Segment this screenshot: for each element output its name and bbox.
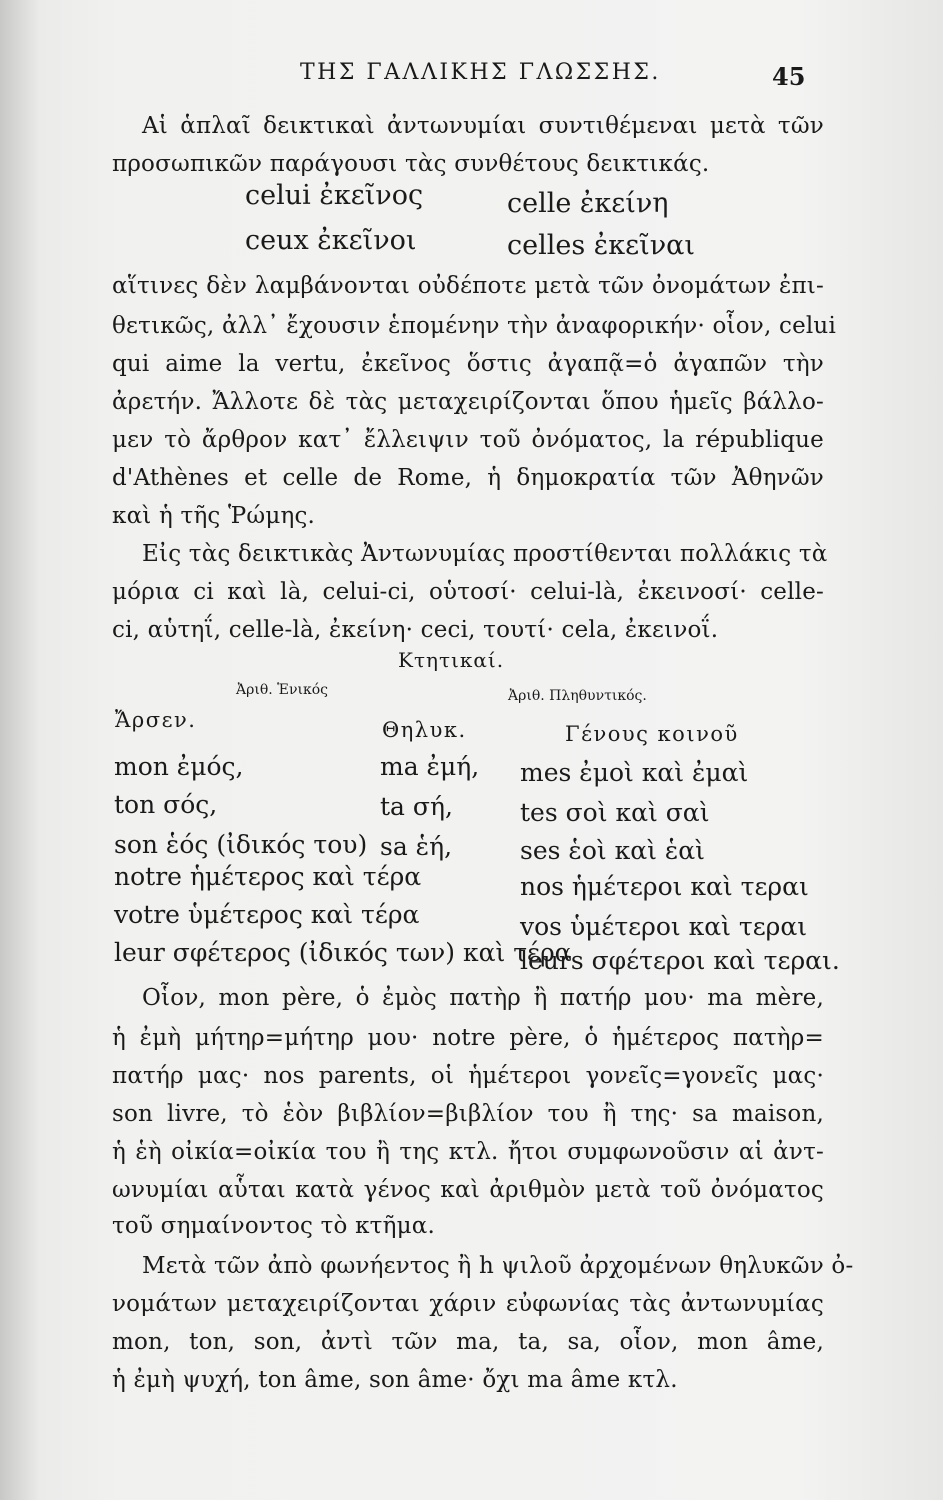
row-4-plural: nos ἡμέτεροι καὶ τεραι	[520, 872, 809, 901]
row-6-plural: leurs σφέτεροι καὶ τεραι.	[520, 946, 840, 975]
row-6-masc: leur σφέτερος (ἰδικός των) καὶ τέρα	[114, 938, 572, 967]
column-masculine: Ἄρσεν.	[115, 708, 197, 732]
row-2-plural: tes σοὶ καὶ σαὶ	[520, 798, 710, 827]
para5-line-3: mon, ton, son, ἀντὶ τῶν ma, ta, sa, οἷον, mon âme,	[112, 1329, 824, 1355]
row-1-fem: ma ἐμή,	[380, 752, 480, 781]
row-3-plural: ses ἑοὶ καὶ ἑαὶ	[520, 836, 705, 865]
para4-line-5: ἡ ἑὴ οἰκία=οἰκία του ἢ της κτλ. ἤτοι συμφωνοῦσιν αἱ ἀντ-	[112, 1139, 824, 1165]
plural-label: Ἀριθ. Πληθυντικός.	[508, 688, 647, 704]
row-4-masc: notre ἡμέτερος καὶ τέρα	[114, 862, 422, 891]
demonstrative-celles: celles ἐκεῖναι	[507, 230, 695, 261]
demonstrative-ceux: ceux ἐκεῖνοι	[245, 225, 417, 256]
row-5-masc: votre ὑμέτερος καὶ τέρα	[114, 900, 420, 929]
para1-line-1: Αἱ ἁπλαῖ δεικτικαὶ ἀντωνυμίαι συντιθέμεναι μετὰ τῶν	[142, 113, 824, 139]
para4-line-7: τοῦ σημαίνοντος τὸ κτῆμα.	[112, 1213, 435, 1239]
para5-line-4: ἡ ἐμὴ ψυχή, ton âme, son âme· ὄχι ma âme κτλ.	[112, 1367, 678, 1393]
para2-line-6: d'Athènes et celle de Rome, ἡ δημοκρατία τῶν Ἀθηνῶν	[112, 465, 824, 491]
para2-line-7: καὶ ἡ τῆς Ῥώμης.	[112, 503, 316, 529]
singular-label: Ἀριθ. Ἑνικός	[236, 682, 328, 698]
para4-line-4: son livre, τὸ ἑὸν βιβλίον=βιβλίον του ἢ της· sa maison,	[112, 1101, 824, 1127]
para2-line-5: μεν τὸ ἄρθρον κατ᾽ ἔλλειψιν τοῦ ὀνόματος, la république	[112, 427, 824, 453]
demonstrative-celle: celle ἐκείνη	[507, 188, 669, 219]
column-feminine: Θηλυκ.	[382, 718, 467, 742]
row-5-plural: vos ὑμέτεροι καὶ τεραι	[520, 912, 808, 941]
para2-line-2: θετικῶς, ἀλλ᾽ ἔχουσιν ἑπομένην τὴν ἀναφορικήν· οἷον, celui	[112, 313, 837, 339]
para3-line-2: μόρια ci καὶ là, celui-ci, οὑτοσί· celui-là, ἐκεινοσί· celle-	[112, 579, 824, 605]
row-1-masc: mon ἐμός,	[114, 752, 244, 781]
column-common: Γένους κοινοῦ	[565, 722, 739, 746]
running-header: ΤΗΣ ΓΑΛΛΙΚΗΣ ΓΛΩΣΣΗΣ.	[300, 60, 661, 85]
row-2-fem: ta σή,	[380, 792, 453, 821]
para2-line-1: αἵτινες δὲν λαμβάνονται οὐδέποτε μετὰ τῶν ὀνομάτων ἐπι-	[112, 273, 824, 299]
para3-line-3: ci, αὑτηΐ, celle-là, ἐκείνη· ceci, τουτί· cela, ἐκεινοΐ.	[112, 617, 719, 643]
para2-line-4: ἀρετήν. Ἄλλοτε δὲ τὰς μεταχειρίζονται ὅπου ἡμεῖς βάλλο-	[112, 389, 824, 415]
demonstrative-celui: celui ἐκεῖνος	[245, 180, 424, 211]
para4-line-6: ωνυμίαι αὗται κατὰ γένος καὶ ἀριθμὸν μετὰ τοῦ ὀνόματος	[112, 1177, 824, 1203]
para5-line-2: νομάτων μεταχειρίζονται χάριν εὐφωνίας τὰς ἀντωνυμίας	[112, 1291, 824, 1317]
para1-line-2: προσωπικῶν παράγουσι τὰς συνθέτους δεικτικάς.	[112, 151, 710, 177]
row-3-fem: sa ἑή,	[380, 832, 453, 861]
row-2-masc: ton σός,	[114, 790, 218, 819]
page-number: 45	[772, 62, 806, 91]
possessives-heading: Κτητικαί.	[398, 648, 505, 672]
row-1-plural: mes ἐμοὶ καὶ ἐμαὶ	[520, 758, 749, 787]
row-3-masc: son ἑός (ἰδικός του)	[114, 830, 368, 859]
para4-line-1: Οἷον, mon père, ὁ ἐμὸς πατὴρ ἢ πατήρ μου· ma mère,	[142, 985, 824, 1011]
para5-line-1: Μετὰ τῶν ἀπὸ φωνήεντος ἢ h ψιλοῦ ἀρχομένων θηλυκῶν ὀ-	[142, 1253, 854, 1279]
para4-line-2: ἡ ἐμὴ μήτηρ=μήτηρ μου· notre père, ὁ ἡμέτερος πατὴρ=	[112, 1025, 824, 1051]
para2-line-3: qui aime la vertu, ἐκεῖνος ὅστις ἀγαπᾷ=ὁ ἀγαπῶν τὴν	[112, 351, 824, 377]
para4-line-3: πατήρ μας· nos parents, οἱ ἡμέτεροι γονεῖς=γονεῖς μας·	[112, 1063, 824, 1089]
para3-line-1: Εἰς τὰς δεικτικὰς Ἀντωνυμίας προστίθενται πολλάκις τὰ	[142, 541, 828, 567]
